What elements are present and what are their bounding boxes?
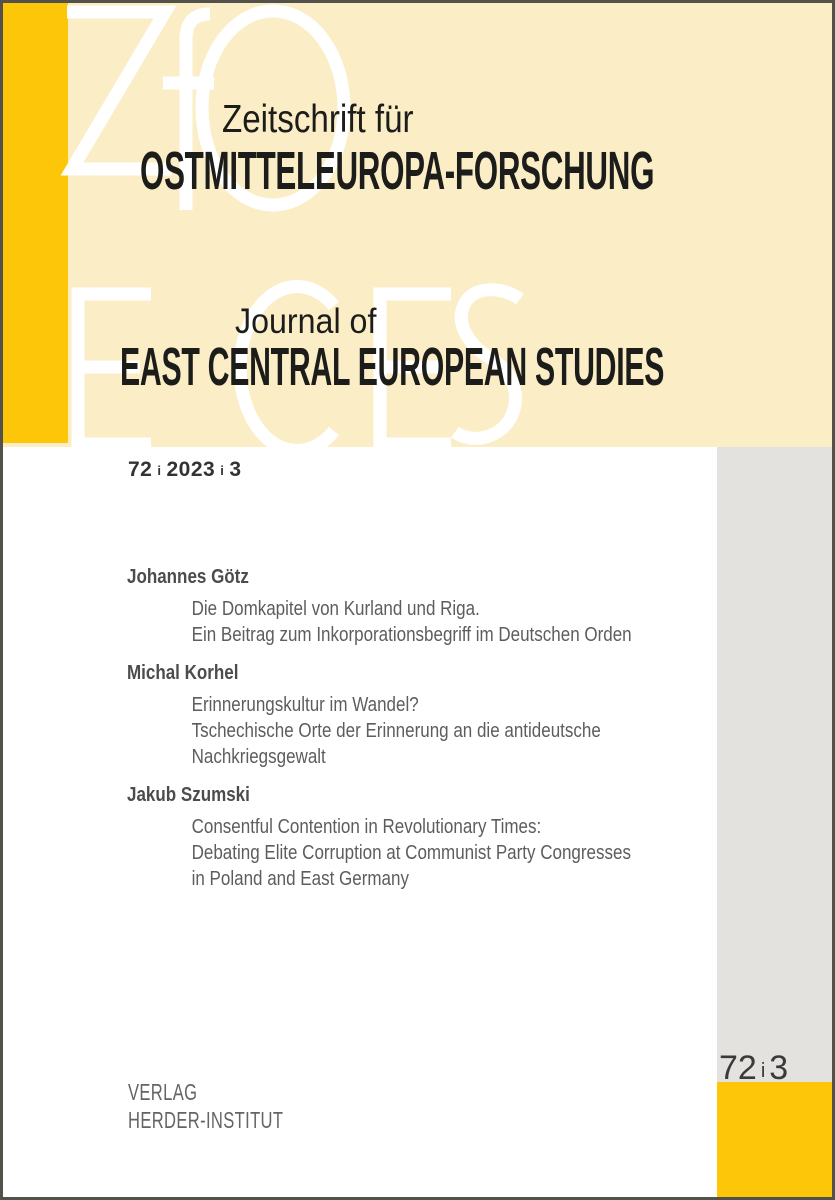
title-line: Consentful Contention in Revolutionary Times: [191, 816, 542, 838]
badge-issue-number: 3 [769, 1049, 789, 1087]
journal-title-english-line1: Journal of [235, 302, 377, 341]
toc-entry [127, 660, 671, 770]
publisher-imprint [128, 1078, 283, 1134]
title-line: Die Domkapitel von Kurland und Riga. [191, 598, 480, 620]
toc-entry [127, 782, 671, 892]
year-number: 2023 [166, 458, 216, 481]
article-title [127, 596, 671, 648]
title-line: Ein Beitrag zum Inkorporationsbegriff im Deutschen Orden [191, 624, 632, 646]
title-line: Debating Elite Corruption at Communist Party Congresses [191, 842, 631, 864]
author-name: Michal Korhel [127, 662, 239, 684]
title-line: in Poland and East Germany [191, 868, 409, 890]
author-name: Johannes Götz [127, 566, 249, 588]
separator-mark: i [157, 463, 162, 478]
title-line: Erinnerungskultur im Wandel? [191, 694, 419, 716]
journal-title-german-line2: OSTMITTELEUROPA-FORSCHUNG [140, 141, 655, 201]
issue-number: 3 [229, 458, 242, 481]
separator-mark: i [220, 463, 225, 478]
issue-line [128, 458, 242, 484]
table-of-contents [127, 564, 671, 904]
title-line: Nachkriegsgewalt [191, 746, 326, 768]
publisher-line-herder-institut: HERDER-INSTITUT [128, 1107, 284, 1133]
toc-entry [127, 564, 671, 648]
volume-number: 72 [128, 458, 153, 481]
masthead-band [3, 3, 832, 447]
title-line: Tschechische Orte der Erinnerung an die antideutsche [191, 720, 601, 742]
bottom-yellow-block [717, 1082, 832, 1197]
journal-title-english-line2: EAST CENTRAL EUROPEAN STUDIES [120, 337, 665, 397]
author-name: Jakub Szumski [127, 784, 250, 806]
article-title [127, 692, 671, 770]
journal-title-german-line1: Zeitschrift für [222, 98, 414, 141]
publisher-line-verlag: VERLAG [128, 1079, 198, 1105]
separator-mark: i [760, 1060, 766, 1082]
spine-volume-badge [719, 1051, 788, 1090]
badge-volume-number: 72 [719, 1049, 757, 1087]
article-title [127, 814, 671, 892]
